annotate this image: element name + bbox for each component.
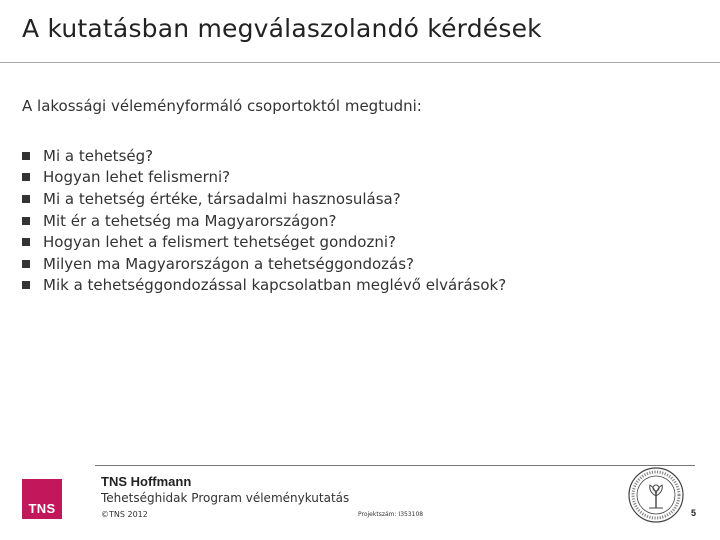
square-bullet-icon xyxy=(22,281,30,289)
square-bullet-icon xyxy=(22,238,30,246)
project-number: Projektszám: I353108 xyxy=(358,511,424,518)
list-item xyxy=(22,167,506,189)
bullet-list xyxy=(22,145,506,296)
square-bullet-icon xyxy=(22,217,30,225)
list-item xyxy=(22,210,506,232)
square-bullet-icon xyxy=(22,260,30,268)
list-item-text: Mi a tehetség értéke, társadalmi hasznosulása? xyxy=(43,189,401,208)
square-bullet-icon xyxy=(22,152,30,160)
page-number: 5 xyxy=(691,508,697,518)
square-bullet-icon xyxy=(22,195,30,203)
copyright-text: ©TNS 2012 xyxy=(101,510,148,519)
intro-text: A lakossági véleményformáló csoportoktól megtudni: xyxy=(22,97,422,115)
tns-logo xyxy=(22,479,62,519)
square-bullet-icon xyxy=(22,173,30,181)
seal-logo-icon xyxy=(627,466,685,524)
slide-title: A kutatásban megválaszolandó kérdések xyxy=(22,14,542,43)
footer-divider xyxy=(95,465,695,466)
list-item-text: Mik a tehetséggondozással kapcsolatban meglévő elvárások? xyxy=(43,276,507,295)
list-item xyxy=(22,253,506,275)
tns-logo-text: TNS xyxy=(28,501,56,516)
list-item xyxy=(22,188,506,210)
list-item xyxy=(22,145,506,167)
list-item-text: Hogyan lehet a felismert tehetséget gondozni? xyxy=(43,233,396,252)
list-item xyxy=(22,231,506,253)
title-divider xyxy=(0,62,720,63)
company-name: TNS Hoffmann xyxy=(101,474,192,489)
program-name: Tehetséghidak Program véleménykutatás xyxy=(101,491,350,505)
list-item-text: Milyen ma Magyarországon a tehetséggondozás? xyxy=(43,254,414,273)
list-item-text: Mit ér a tehetség ma Magyarországon? xyxy=(43,211,337,230)
list-item-text: Hogyan lehet felismerni? xyxy=(43,168,231,187)
list-item-text: Mi a tehetség? xyxy=(43,146,154,165)
list-item xyxy=(22,275,506,297)
